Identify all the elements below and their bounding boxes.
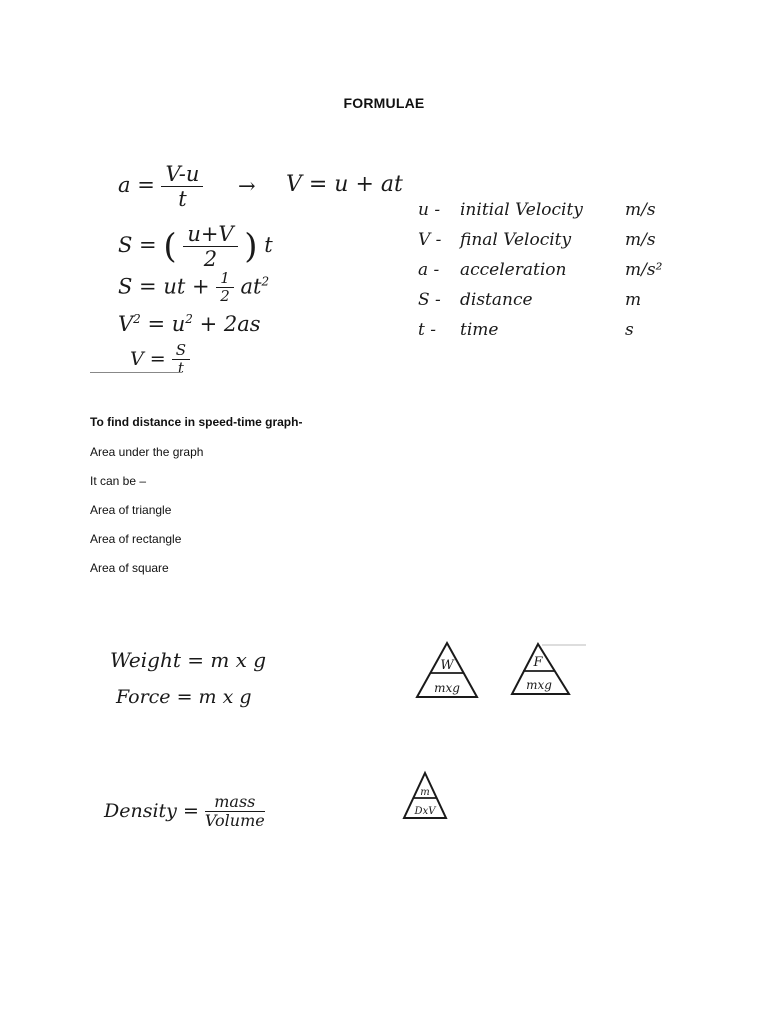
legend-row xyxy=(418,260,662,290)
half-fraction xyxy=(216,270,234,306)
vst-numerator: S xyxy=(172,342,190,360)
s1-lhs: S = xyxy=(118,233,157,258)
distance-avg-velocity-formula xyxy=(118,222,273,271)
distance-heading: To find distance in speed-time graph- xyxy=(90,415,303,429)
variable-legend xyxy=(418,200,662,350)
accel-lhs: a = xyxy=(118,173,155,198)
v2-exponent-2: 2 xyxy=(185,312,193,326)
density-triangle-icon xyxy=(400,770,450,822)
legend-description: final Velocity xyxy=(460,230,572,250)
legend-unit: m/s xyxy=(625,200,656,220)
triangle-bottom-label: mxg xyxy=(434,681,460,695)
legend-unit: m/s xyxy=(625,230,656,250)
legend-symbol: S - xyxy=(418,290,441,310)
vst-lhs: V = xyxy=(130,347,166,370)
legend-unit: s xyxy=(625,320,634,340)
triangle-top-label: W xyxy=(440,658,454,673)
legend-description: acceleration xyxy=(460,260,567,280)
legend-symbol: u - xyxy=(418,200,441,220)
s1-fraction xyxy=(183,222,237,271)
legend-description: initial Velocity xyxy=(460,200,583,220)
legend-row xyxy=(418,230,662,260)
legend-row xyxy=(418,320,662,350)
vst-denominator: t xyxy=(177,359,184,378)
legend-row xyxy=(418,200,662,230)
v2-rest: + 2as xyxy=(199,312,261,336)
distance-line: Area under the graph xyxy=(90,445,204,459)
density-denominator: Volume xyxy=(204,811,265,831)
legend-symbol: t - xyxy=(418,320,436,340)
page-title: FORMULAE xyxy=(343,95,425,111)
triangle-top-label: F xyxy=(533,655,543,670)
s2-at: at xyxy=(240,274,262,299)
density-numerator: mass xyxy=(205,793,265,812)
arrow-icon: → xyxy=(238,174,256,198)
triangle-bottom-label: DxV xyxy=(414,806,436,817)
acceleration-formula xyxy=(118,162,203,211)
distance-line: It can be – xyxy=(90,474,147,488)
distance-ut-formula xyxy=(118,270,269,306)
v2-v: V xyxy=(118,312,134,336)
legend-symbol: a - xyxy=(418,260,440,280)
legend-unit: m xyxy=(625,290,642,310)
divider xyxy=(90,372,182,373)
distance-line: Area of rectangle xyxy=(90,532,182,546)
density-lhs: Density = xyxy=(104,799,199,822)
density-formula xyxy=(104,793,265,831)
s2-exponent: 2 xyxy=(261,274,270,289)
density-fraction xyxy=(205,793,265,831)
legend-row xyxy=(418,290,662,320)
legend-symbol: V - xyxy=(418,230,442,250)
force-formula: Force = m x g xyxy=(116,686,252,708)
half-denominator: 2 xyxy=(220,287,230,306)
half-numerator: 1 xyxy=(216,270,234,288)
close-paren-icon: ) xyxy=(244,226,258,267)
weight-formula: Weight = m x g xyxy=(110,648,267,672)
legend-description: distance xyxy=(460,290,533,310)
v2-exponent-1: 2 xyxy=(133,312,141,326)
legend-unit: m/s² xyxy=(625,260,663,280)
s1-denominator: 2 xyxy=(203,247,218,272)
v-squared-formula xyxy=(118,312,261,336)
open-paren-icon: ( xyxy=(163,226,177,267)
v2-eq: = u xyxy=(147,312,186,336)
distance-line: Area of triangle xyxy=(90,503,172,517)
force-triangle-icon xyxy=(508,640,588,698)
accel-numerator: V-u xyxy=(161,162,203,187)
triangle-top-label: m xyxy=(420,787,430,798)
triangle-bottom-label: mxg xyxy=(526,678,552,692)
weight-triangle-icon xyxy=(414,640,480,702)
s1-t: t xyxy=(264,233,273,258)
v-equals-u-plus-at: V = u + at xyxy=(286,172,403,197)
s1-numerator: u+V xyxy=(183,222,237,247)
s2-lhs: S = ut + xyxy=(118,274,210,299)
accel-denominator: t xyxy=(178,187,187,212)
distance-line: Area of square xyxy=(90,561,169,575)
legend-description: time xyxy=(460,320,499,340)
accel-fraction xyxy=(161,162,203,211)
